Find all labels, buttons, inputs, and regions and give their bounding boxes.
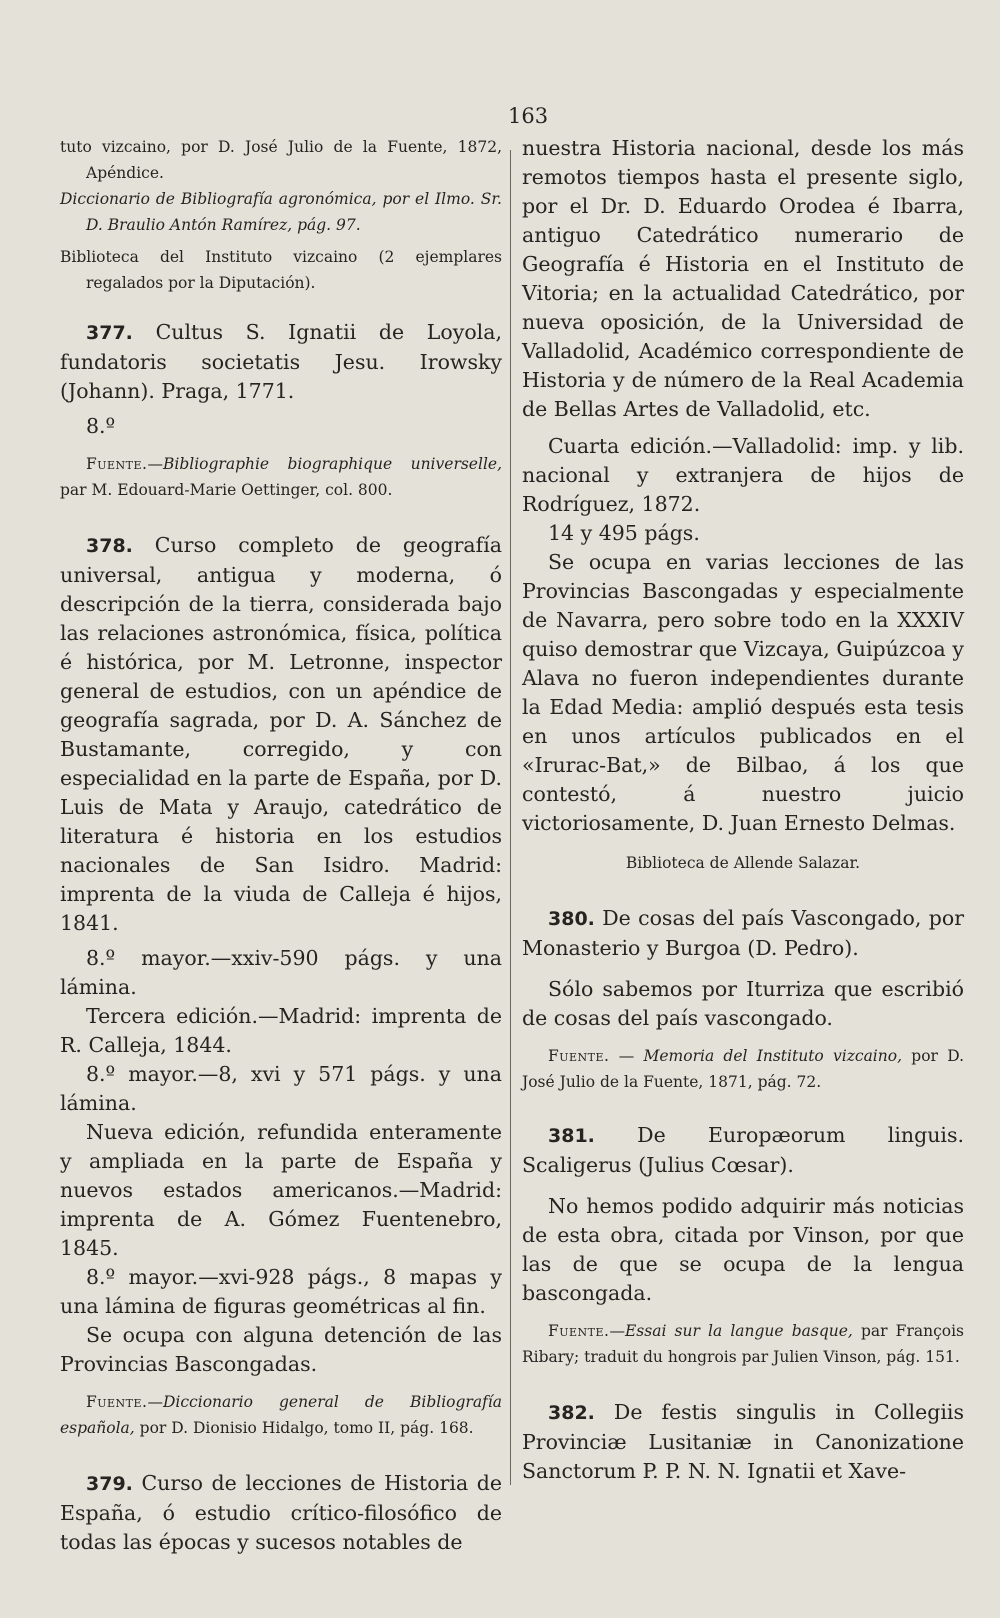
entry-title: De festis singulis in Collegiis Provinciæ Lusitaniæ in Canonizatione Sanctorum P. P. N. N. Ignatii et Xave- xyxy=(522,1400,964,1483)
source-title: Essai sur la langue basque, xyxy=(624,1322,853,1340)
entry-378 xyxy=(60,531,502,938)
entry-format: 8.º mayor.—xxiv-590 págs. y una lámina. xyxy=(60,946,502,999)
entry-381 xyxy=(522,1121,964,1180)
source-title: Memoria del Instituto vizcaino, xyxy=(643,1047,903,1065)
entry-379-continued: nuestra Historia nacional, desde los más remotos tiempos hasta el presente siglo, por el Dr. D. Eduardo Orodea é Ibarra, antiguo Catedrático numerario de Geografía é Historia en el Instituto de Vitoria; en la actualidad Catedrático, por nueva oposición, de la Universidad de Valladolid, Académico correspondiente de Historia y de número de la Real Academia de Bellas Artes de Valladolid, etc. xyxy=(522,136,964,421)
page-number: 163 xyxy=(508,104,549,128)
entry-title: Curso de lecciones de Historia de España, ó estudio crítico-filosófico de todas las épocas y sucesos notables de xyxy=(60,1471,502,1554)
entry-format: 14 y 495 págs. xyxy=(548,521,700,545)
source-note: Fuente.—Bibliographie biographique universelle, par M. Edouard-Marie Oettinger, col. 800. xyxy=(60,455,502,499)
entry-382 xyxy=(522,1398,964,1486)
edition-note: Nueva edición, refundida enteramente y ampliada en la parte de España y nuevos estados americanos.—Madrid: imprenta de A. Gómez Fuentenebro, 1845. xyxy=(60,1120,502,1260)
entry-number: 379. xyxy=(86,1473,133,1495)
source-detail: por D. Dionisio Hidalgo, tomo II, pág. 168. xyxy=(139,1419,474,1437)
library-note: Biblioteca del Instituto vizcaino (2 ejemplares regalados por la Diputación). xyxy=(60,248,502,292)
source-detail: par François Ribary; traduit du hongrois par Julien Vinson, pág. 151. xyxy=(522,1322,964,1366)
source-title: Diccionario general de Bibliografía española, xyxy=(60,1393,502,1437)
source-label: Fuente. xyxy=(548,1047,610,1065)
entry-format: 8.º mayor.—xvi-928 págs., 8 mapas y una lámina de figuras geométricas al fin. xyxy=(60,1265,502,1318)
content-note: Se ocupa con alguna detención de las Provincias Bascongadas. xyxy=(60,1323,502,1376)
entry-title: Cultus S. Ignatii de Loyola, fundatoris societatis Jesu. Irowsky (Johann). Praga, 1771. xyxy=(60,320,502,403)
entry-title: De Europæorum linguis. Scaligerus (Julius Cœsar). xyxy=(522,1123,964,1177)
right-column xyxy=(522,134,964,1486)
entry-number: 381. xyxy=(548,1125,595,1147)
citation: Diccionario de Bibliografía agronómica, por el Ilmo. Sr. D. Braulio Antón Ramírez, pág. 97. xyxy=(60,190,502,234)
source-note: Fuente.—Essai sur la langue basque, par François Ribary; traduit du hongrois par Julien Vinson, pág. 151. xyxy=(522,1322,964,1366)
entry-title: Curso completo de geografía universal, antigua y moderna, ó descripción de la tierra, considerada bajo las relaciones astronómica, física, política é histórica, por M. Letronne, inspector general de estudios, con un apéndice de geografía sagrada, por D. A. Sánchez de Bustamante, corregido, y con especialidad en la parte de España, por D. Luis de Mata y Araujo, catedrático de literatura é historia en los estudios nacionales de San Isidro. Madrid: imprenta de la viuda de Calleja é hijos, 1841. xyxy=(60,533,502,935)
edition-note: Cuarta edición.—Valladolid: imp. y lib. nacional y extranjera de hijos de Rodríguez, 1872. xyxy=(522,434,964,516)
continued-citation: tuto vizcaino, por D. José Julio de la Fuente, 1872, Apéndice. xyxy=(60,138,502,182)
content-note: Sólo sabemos por Iturriza que escribió de cosas del país vascongado. xyxy=(522,977,964,1030)
source-detail: por D. José Julio de la Fuente, 1871, pág. 72. xyxy=(522,1047,964,1091)
source-detail: par M. Edouard-Marie Oettinger, col. 800. xyxy=(60,481,393,499)
source-note: Fuente. — Memoria del Instituto vizcaino, por D. José Julio de la Fuente, 1871, pág. 72. xyxy=(522,1047,964,1091)
source-title: Bibliographie biographique universelle, xyxy=(162,455,502,473)
source-label: Fuente. xyxy=(86,455,148,473)
entry-number: 378. xyxy=(86,535,133,557)
entry-title: De cosas del país Vascongado, por Monasterio y Burgoa (D. Pedro). xyxy=(522,906,964,960)
entry-number: 380. xyxy=(548,908,595,930)
library-note: Biblioteca de Allende Salazar. xyxy=(625,854,861,872)
source-label: Fuente. xyxy=(548,1322,610,1340)
entry-format: 8.º xyxy=(86,414,116,438)
entry-380 xyxy=(522,904,964,963)
source-note: Fuente.—Diccionario general de Bibliografía española, por D. Dionisio Hidalgo, tomo II, pág. 168. xyxy=(60,1393,502,1437)
content-note: No hemos podido adquirir más noticias de esta obra, citada por Vinson, por que las de que se ocupa de la lengua bascongada. xyxy=(522,1194,964,1305)
entry-377 xyxy=(60,318,502,406)
entry-379 xyxy=(60,1469,502,1557)
content-note: Se ocupa en varias lecciones de las Provincias Bascongadas y especialmente de Navarra, pero sobre todo en la XXXIV quiso demostrar que Vizcaya, Guipúzcoa y Alava no fueron independientes durante la Edad Media: amplió después esta tesis en unos artículos publicados en el «Irurac-Bat,» de Bilbao, á los que contestó, á nuestro juicio victoriosamente, D. Juan Ernesto Delmas. xyxy=(522,550,964,835)
entry-format: 8.º mayor.—8, xvi y 571 págs. y una lámina. xyxy=(60,1062,502,1115)
entry-number: 382. xyxy=(548,1402,595,1424)
edition-note: Tercera edición.—Madrid: imprenta de R. Calleja, 1844. xyxy=(60,1004,502,1057)
left-column xyxy=(60,134,502,1557)
source-label: Fuente. xyxy=(86,1393,148,1411)
entry-number: 377. xyxy=(86,322,133,344)
column-divider xyxy=(510,150,511,1485)
